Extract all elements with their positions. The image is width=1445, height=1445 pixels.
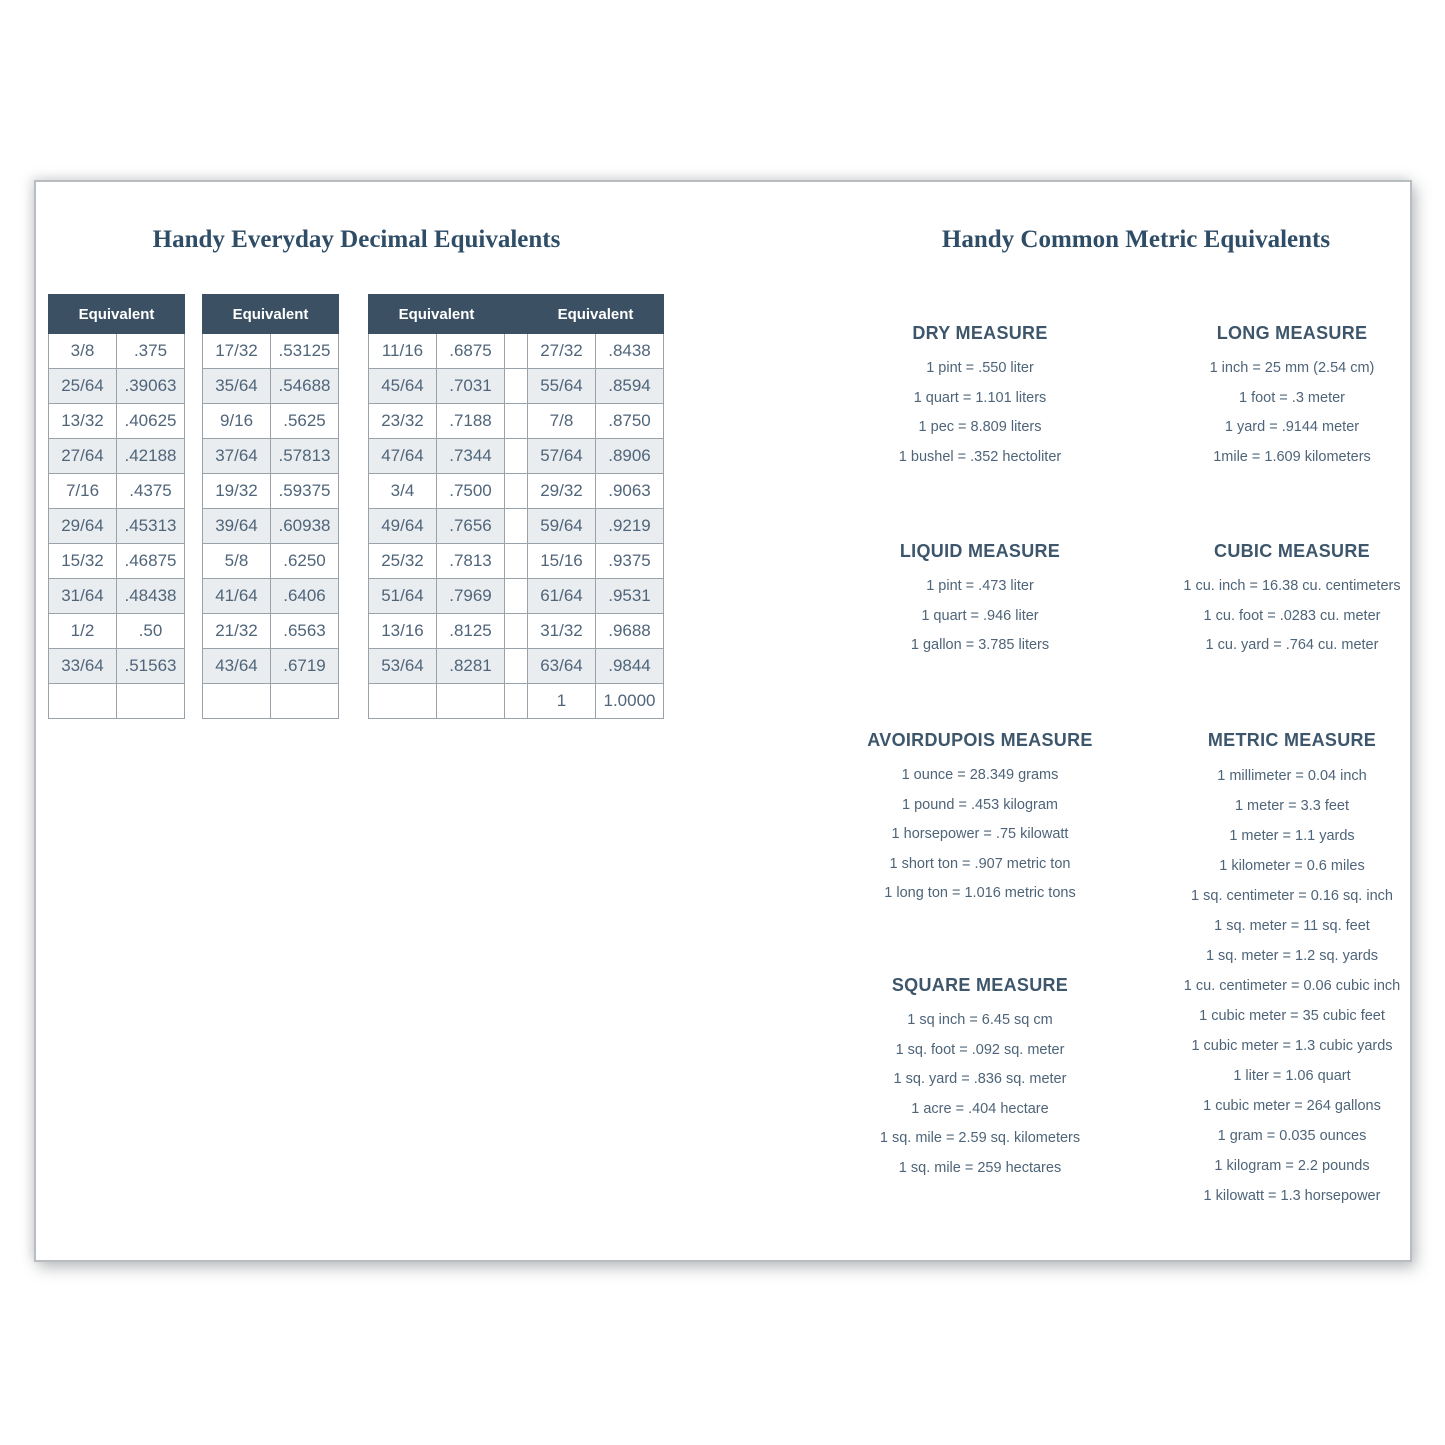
table-header-row — [203, 295, 339, 334]
fraction-cell: 17/32 — [203, 334, 271, 369]
decimal-cell: .4375 — [117, 474, 185, 509]
decimal-cell: .7500 — [437, 474, 505, 509]
decimal-cell: .8906 — [596, 439, 664, 474]
table-row — [203, 439, 339, 474]
table-row — [49, 649, 185, 684]
equivalence-item: 1 cubic meter = 35 cubic feet — [1199, 1008, 1385, 1024]
equivalence-item: 1 cu. foot = .0283 cu. meter — [1203, 607, 1381, 624]
fraction-cell: 1 — [528, 684, 596, 719]
table-row — [369, 439, 664, 474]
equivalence-item: 1 sq. yard = .836 sq. meter — [893, 1071, 1067, 1087]
table-row — [49, 509, 185, 544]
equivalence-item: 1 acre = .404 hectare — [911, 1100, 1049, 1117]
decimal-cell: .46875 — [117, 544, 185, 579]
decimal-cell — [271, 684, 339, 719]
fraction-cell: 43/64 — [203, 649, 271, 684]
fraction-cell: 63/64 — [528, 649, 596, 684]
fraction-cell — [369, 684, 437, 719]
fraction-cell: 45/64 — [369, 369, 437, 404]
fraction-cell: 13/16 — [369, 614, 437, 649]
fraction-cell: 49/64 — [369, 509, 437, 544]
measure-section — [1132, 727, 1445, 1211]
section-heading: CUBIC MEASURE — [1214, 541, 1370, 561]
table-row — [369, 614, 664, 649]
decimal-cell: .7031 — [437, 369, 505, 404]
decimal-cell: .9219 — [596, 509, 664, 544]
fraction-cell: 31/64 — [49, 579, 117, 614]
fraction-cell: 11/16 — [369, 334, 437, 369]
decimal-cell: .6406 — [271, 579, 339, 614]
fraction-cell: 31/32 — [528, 614, 596, 649]
fraction-cell: 15/16 — [528, 544, 596, 579]
decimal-cell: .54688 — [271, 369, 339, 404]
table-row — [49, 404, 185, 439]
gap-cell — [505, 369, 528, 404]
fraction-cell: 3/8 — [49, 334, 117, 369]
decimal-table-3 — [368, 294, 664, 719]
table-row — [203, 474, 339, 509]
fraction-cell — [203, 684, 271, 719]
table-row — [49, 474, 185, 509]
decimal-cell: .9375 — [596, 544, 664, 579]
decimal-cell: .7813 — [437, 544, 505, 579]
fraction-cell: 35/64 — [203, 369, 271, 404]
equivalence-item: 1 inch = 25 mm (2.54 cm) — [1209, 360, 1375, 376]
decimal-cell: .50 — [117, 614, 185, 649]
equivalence-item: 1 meter = 3.3 feet — [1234, 798, 1350, 814]
decimal-cell: .9063 — [596, 474, 664, 509]
equivalence-item: 1 cubic meter = 264 gallons — [1203, 1098, 1381, 1114]
equivalence-item: 1 sq. meter = 11 sq. feet — [1214, 918, 1370, 934]
fraction-cell: 15/32 — [49, 544, 117, 579]
fraction-cell: 1/2 — [49, 614, 117, 649]
equivalent-header: Equivalent — [369, 295, 505, 334]
table-row — [49, 544, 185, 579]
table-row — [203, 509, 339, 544]
fraction-cell: 19/32 — [203, 474, 271, 509]
gap-cell — [505, 684, 528, 719]
equivalence-item: 1 millimeter = 0.04 inch — [1217, 768, 1367, 784]
table-row — [49, 439, 185, 474]
decimal-cell: .53125 — [271, 334, 339, 369]
decimal-cell: .59375 — [271, 474, 339, 509]
table-row — [49, 579, 185, 614]
gap-cell — [505, 509, 528, 544]
decimal-cell: .60938 — [271, 509, 339, 544]
table-row — [369, 369, 664, 404]
equivalence-item: 1 short ton = .907 metric ton — [889, 855, 1071, 872]
table-header-row — [49, 295, 185, 334]
table-row — [369, 509, 664, 544]
gap-cell — [505, 404, 528, 439]
decimal-cell: .6719 — [271, 649, 339, 684]
table-header-row — [369, 295, 664, 334]
decimal-cell: .8281 — [437, 649, 505, 684]
decimal-cell: .9688 — [596, 614, 664, 649]
table-row — [369, 404, 664, 439]
fraction-cell: 29/32 — [528, 474, 596, 509]
table-row — [49, 369, 185, 404]
table-row — [49, 684, 185, 719]
decimal-cell: 1.0000 — [596, 684, 664, 719]
decimal-cell: .51563 — [117, 649, 185, 684]
equivalence-item: 1mile = 1.609 kilometers — [1213, 448, 1371, 465]
equivalence-item: 1 sq. mile = 2.59 sq. kilometers — [879, 1130, 1081, 1146]
fraction-cell: 57/64 — [528, 439, 596, 474]
decimal-cell: .9531 — [596, 579, 664, 614]
fraction-cell: 55/64 — [528, 369, 596, 404]
fraction-cell: 51/64 — [369, 579, 437, 614]
equivalence-item: 1 pint = .473 liter — [926, 578, 1034, 594]
decimal-table-1 — [48, 294, 185, 719]
equivalence-item: 1 kilogram = 2.2 pounds — [1214, 1158, 1370, 1174]
decimal-tables-group — [48, 294, 664, 719]
gap-cell — [505, 439, 528, 474]
equivalence-item: 1 cubic meter = 1.3 cubic yards — [1191, 1038, 1393, 1054]
table-row — [369, 684, 664, 719]
fraction-cell: 7/16 — [49, 474, 117, 509]
equivalence-item: 1 meter = 1.1 yards — [1229, 828, 1355, 844]
decimal-cell: .8750 — [596, 404, 664, 439]
section-heading: AVOIRDUPOIS MEASURE — [867, 730, 1093, 750]
measure-section — [1132, 538, 1445, 661]
decimal-cell: .48438 — [117, 579, 185, 614]
decimal-cell: .7656 — [437, 509, 505, 544]
section-heading: METRIC MEASURE — [1207, 730, 1377, 750]
decimal-cell: .6250 — [271, 544, 339, 579]
fraction-cell: 7/8 — [528, 404, 596, 439]
equivalence-item: 1 horsepower = .75 kilowatt — [891, 826, 1069, 842]
decimal-cell: .8125 — [437, 614, 505, 649]
measure-section — [820, 538, 1140, 661]
equivalence-item: 1 kilowatt = 1.3 horsepower — [1203, 1188, 1381, 1204]
fraction-cell: 47/64 — [369, 439, 437, 474]
equivalence-item: 1 pound = .453 kilogram — [902, 796, 1058, 813]
equivalence-item: 1 bushel = .352 hectoliter — [898, 448, 1062, 465]
gap-cell — [505, 579, 528, 614]
fraction-cell: 25/32 — [369, 544, 437, 579]
equivalence-item: 1 sq. foot = .092 sq. meter — [895, 1041, 1065, 1058]
decimal-cell — [117, 684, 185, 719]
table-row — [203, 579, 339, 614]
decimal-cell: .7969 — [437, 579, 505, 614]
fraction-cell: 33/64 — [49, 649, 117, 684]
equivalence-item: 1 gram = 0.035 ounces — [1217, 1128, 1367, 1144]
decimal-cell: .5625 — [271, 404, 339, 439]
metric-equivalents-title: Handy Common Metric Equivalents — [941, 226, 1331, 253]
table-row — [369, 474, 664, 509]
equivalent-header: Equivalent — [49, 295, 185, 334]
equivalence-item: 1 liter = 1.06 quart — [1233, 1068, 1351, 1084]
decimal-table-2 — [202, 294, 339, 719]
equivalent-header: Equivalent — [203, 295, 339, 334]
fraction-cell: 13/32 — [49, 404, 117, 439]
measure-section — [820, 972, 1140, 1183]
decimal-cell: .40625 — [117, 404, 185, 439]
equivalence-item: 1 cu. centimeter = 0.06 cubic inch — [1183, 978, 1401, 994]
gap-cell — [505, 544, 528, 579]
decimal-cell: .45313 — [117, 509, 185, 544]
measure-section — [820, 320, 1140, 472]
equivalence-item: 1 sq. centimeter = 0.16 sq. inch — [1191, 888, 1393, 904]
section-heading: DRY MEASURE — [912, 323, 1048, 343]
fraction-cell: 25/64 — [49, 369, 117, 404]
equivalence-item: 1 sq inch = 6.45 sq cm — [907, 1012, 1053, 1028]
fraction-cell: 3/4 — [369, 474, 437, 509]
table-row — [369, 579, 664, 614]
decimal-cell: .57813 — [271, 439, 339, 474]
fraction-cell: 23/32 — [369, 404, 437, 439]
decimal-cell: .8594 — [596, 369, 664, 404]
fraction-cell: 9/16 — [203, 404, 271, 439]
equivalence-item: 1 cu. inch = 16.38 cu. centimeters — [1183, 578, 1401, 594]
decimal-cell: .7188 — [437, 404, 505, 439]
decimal-cell: .6875 — [437, 334, 505, 369]
table-row — [203, 684, 339, 719]
table-row — [203, 404, 339, 439]
table-row — [49, 614, 185, 649]
equivalent-header: Equivalent — [528, 295, 664, 334]
metric-right-column — [1132, 182, 1445, 1260]
fraction-cell: 29/64 — [49, 509, 117, 544]
decimal-cell — [437, 684, 505, 719]
table-row — [49, 334, 185, 369]
table-row — [203, 614, 339, 649]
fraction-cell: 61/64 — [528, 579, 596, 614]
measure-section — [820, 727, 1140, 909]
table-row — [203, 649, 339, 684]
fraction-cell: 5/8 — [203, 544, 271, 579]
fraction-cell: 27/32 — [528, 334, 596, 369]
equivalence-item: 1 quart = 1.101 liters — [913, 389, 1047, 406]
reference-page — [34, 180, 1412, 1262]
fraction-cell — [49, 684, 117, 719]
fraction-cell: 39/64 — [203, 509, 271, 544]
decimal-cell: .7344 — [437, 439, 505, 474]
decimal-cell: .6563 — [271, 614, 339, 649]
table-row — [203, 544, 339, 579]
decimal-cell: .9844 — [596, 649, 664, 684]
equivalence-item: 1 pint = .550 liter — [926, 360, 1034, 376]
table-row — [369, 649, 664, 684]
fraction-cell: 27/64 — [49, 439, 117, 474]
equivalence-item: 1 kilometer = 0.6 miles — [1219, 858, 1365, 874]
table-row — [203, 369, 339, 404]
decimal-cell: .375 — [117, 334, 185, 369]
section-heading: LONG MEASURE — [1216, 323, 1368, 343]
equivalence-item: 1 ounce = 28.349 grams — [901, 767, 1059, 783]
decimal-cell: .42188 — [117, 439, 185, 474]
fraction-cell: 21/32 — [203, 614, 271, 649]
fraction-cell: 37/64 — [203, 439, 271, 474]
equivalence-item: 1 cu. yard = .764 cu. meter — [1205, 637, 1379, 653]
equivalence-item: 1 yard = .9144 meter — [1224, 419, 1360, 435]
gap-cell — [505, 614, 528, 649]
fraction-cell: 59/64 — [528, 509, 596, 544]
fraction-cell: 53/64 — [369, 649, 437, 684]
metric-left-column — [820, 182, 1140, 1260]
fraction-cell: 41/64 — [203, 579, 271, 614]
equivalence-item: 1 foot = .3 meter — [1239, 389, 1345, 406]
table-row — [203, 334, 339, 369]
equivalence-item: 1 sq. mile = 259 hectares — [898, 1159, 1062, 1176]
decimal-cell: .39063 — [117, 369, 185, 404]
gap-header-cell — [505, 295, 528, 334]
table-row — [369, 334, 664, 369]
section-heading: LIQUID MEASURE — [899, 541, 1061, 561]
gap-cell — [505, 474, 528, 509]
equivalence-item: 1 gallon = 3.785 liters — [910, 637, 1050, 653]
gap-cell — [505, 649, 528, 684]
equivalence-item: 1 pec = 8.809 liters — [918, 419, 1042, 435]
section-heading: SQUARE MEASURE — [891, 975, 1069, 995]
equivalence-item: 1 quart = .946 liter — [921, 607, 1039, 624]
decimal-cell: .8438 — [596, 334, 664, 369]
table-row — [369, 544, 664, 579]
decimal-equivalents-title: Handy Everyday Decimal Equivalents — [152, 226, 561, 253]
measure-section — [1132, 320, 1445, 472]
gap-cell — [505, 334, 528, 369]
equivalence-item: 1 long ton = 1.016 metric tons — [884, 885, 1076, 901]
equivalence-item: 1 sq. meter = 1.2 sq. yards — [1205, 948, 1379, 964]
